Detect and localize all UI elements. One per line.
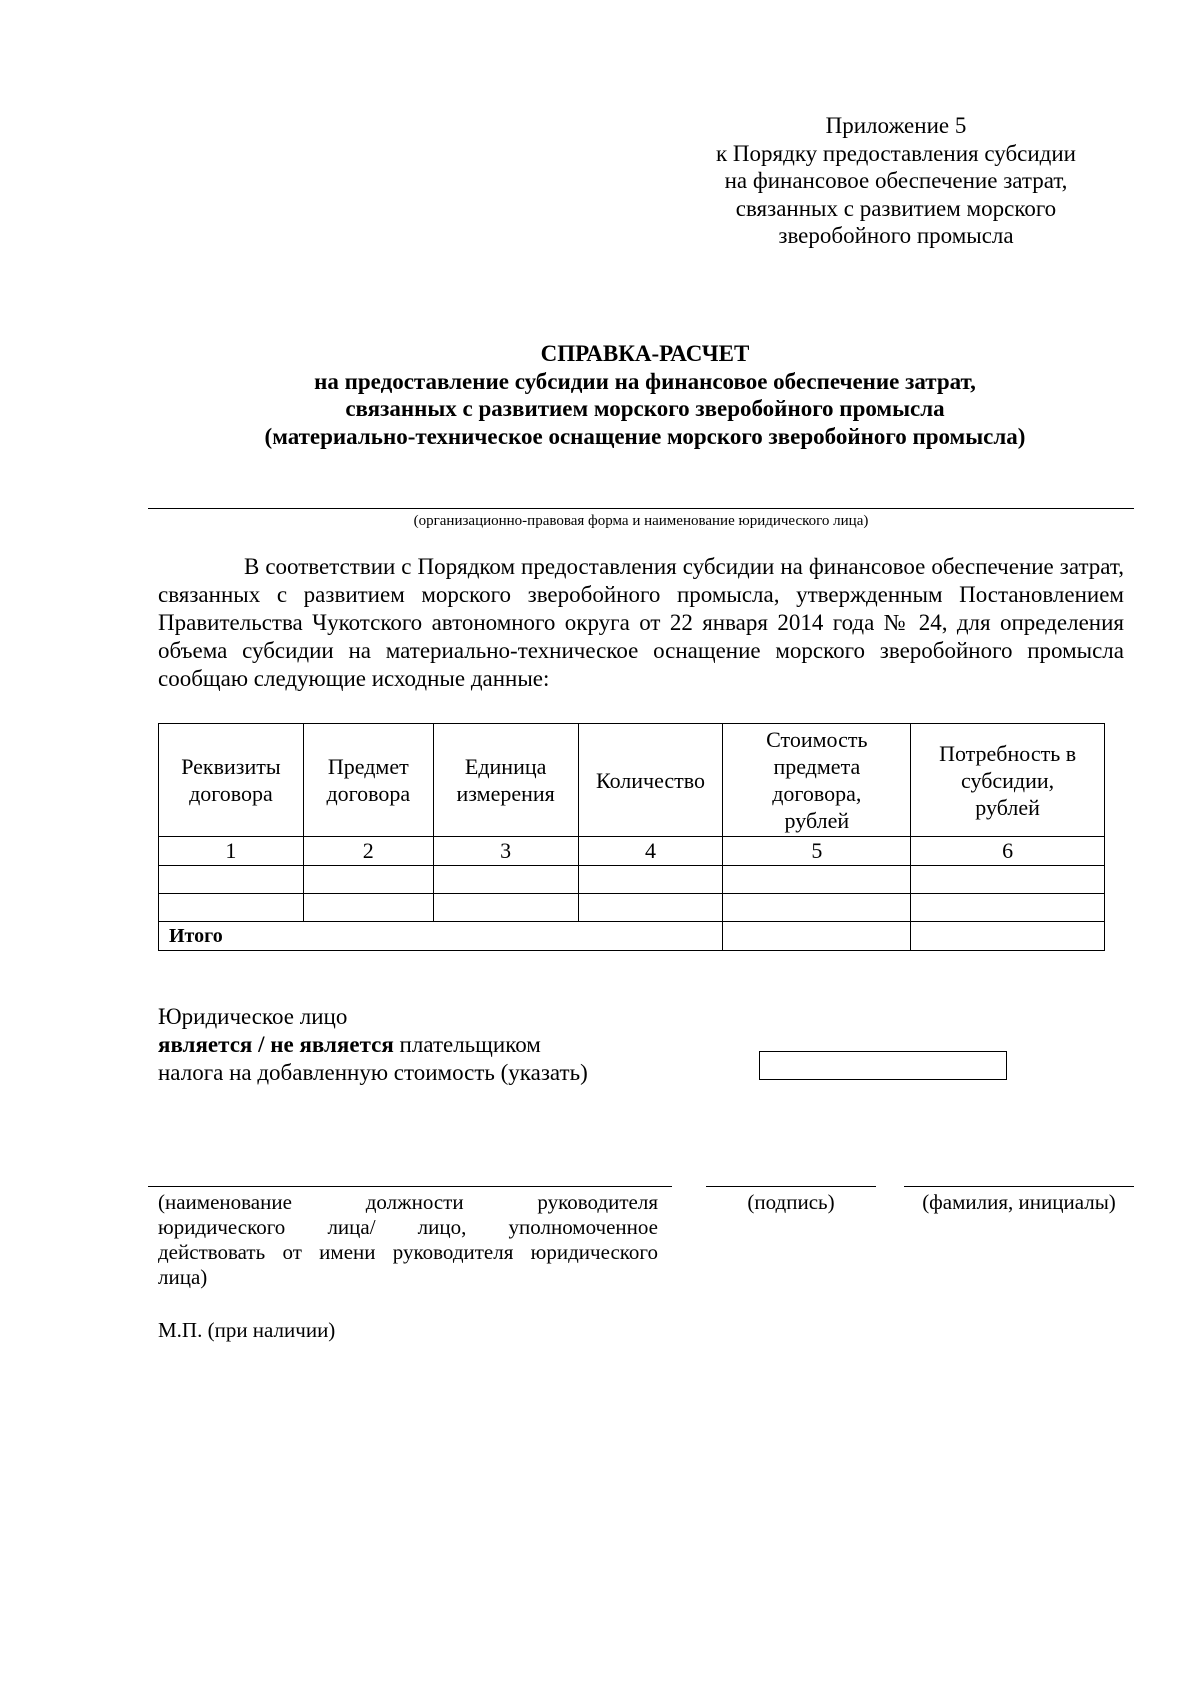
column-number-row (159, 837, 1105, 866)
table-cell[interactable] (433, 866, 578, 894)
vat-line: является / не является плательщиком (158, 1032, 541, 1057)
column-number: 4 (578, 837, 723, 866)
vat-choice: является / не является (158, 1032, 394, 1057)
table-cell[interactable] (578, 866, 723, 894)
total-label: Итого (159, 922, 723, 951)
table-row (159, 866, 1105, 894)
appendix-line: к Порядку предоставления субсидии (716, 140, 1076, 166)
signature-caption: (подпись) (747, 1190, 835, 1214)
table-cell[interactable] (433, 894, 578, 922)
total-subsidy-cell[interactable] (911, 922, 1105, 951)
appendix-line: на финансовое обеспечение затрат, (724, 168, 1068, 193)
table-cell[interactable] (303, 866, 433, 894)
document-title (100, 340, 1190, 450)
table-cell[interactable] (723, 866, 911, 894)
position-caption: (наименование должности руководителя юридического лица/ лицо, уполномоченное действовать от имени руководителя юридического лица) (158, 1190, 658, 1289)
vat-status-field[interactable] (759, 1051, 1007, 1080)
title-heading: СПРАВКА-РАСЧЕТ (540, 341, 750, 366)
appendix-line: связанных с развитием морского (735, 195, 1057, 221)
appendix-header (600, 112, 1192, 250)
table-cell[interactable] (159, 866, 304, 894)
intro-paragraph (158, 553, 1124, 693)
intro-text: В соответствии с Порядком предоставления субсидии на финансовое обеспечение затрат, связанных с развитием морского зверобойного промысла, утвержденным Постановлением Правительства Чукотского автономного округа от 22 января 2014 года № 24, для определения объема субсидии на материально-техническое оснащение морского зверобойного промысла сообщаю следующие исходные данные: (158, 554, 1124, 691)
table-cell[interactable] (723, 894, 911, 922)
position-line[interactable] (148, 1186, 672, 1187)
total-cost-cell[interactable] (723, 922, 911, 951)
total-row (159, 922, 1105, 951)
column-number: 5 (723, 837, 911, 866)
header-cell: Стоимость предмета договора, рублей (723, 724, 911, 837)
stamp-note: М.П. (при наличии) (158, 1318, 336, 1342)
table-header-row (159, 724, 1105, 837)
title-line: (материально-техническое оснащение морского зверобойного промысла) (264, 423, 1026, 449)
header-cell: Реквизиты договора (159, 724, 304, 837)
title-line: на предоставление субсидии на финансовое обеспечение затрат, (314, 368, 976, 394)
header-cell: Потребность в субсидии, рублей (911, 724, 1105, 837)
header-cell: Количество (578, 724, 723, 837)
table-cell[interactable] (911, 894, 1105, 922)
name-line[interactable] (904, 1186, 1134, 1187)
column-number: 2 (303, 837, 433, 866)
name-caption: (фамилия, инициалы) (922, 1190, 1116, 1214)
table-row (159, 894, 1105, 922)
table-cell[interactable] (303, 894, 433, 922)
title-line: связанных с развитием морского зверобойного промысла (345, 396, 945, 421)
table-cell[interactable] (578, 894, 723, 922)
header-cell: Единица измерения (433, 724, 578, 837)
header-cell: Предмет договора (303, 724, 433, 837)
table-cell[interactable] (911, 866, 1105, 894)
column-number: 6 (911, 837, 1105, 866)
vat-line: налога на добавленную стоимость (указать) (158, 1060, 588, 1085)
organization-caption: (организационно-правовая форма и наименование юридического лица) (413, 513, 869, 529)
signature-line[interactable] (706, 1186, 876, 1187)
organization-name-line[interactable] (148, 508, 1134, 509)
contracts-table (158, 723, 1105, 951)
appendix-line: Приложение 5 (825, 113, 967, 138)
appendix-line: зверобойного промысла (778, 223, 1014, 248)
vat-line: Юридическое лицо (158, 1004, 348, 1029)
vat-statement (158, 1003, 758, 1087)
column-number: 1 (159, 837, 304, 866)
table-cell[interactable] (159, 894, 304, 922)
column-number: 3 (433, 837, 578, 866)
